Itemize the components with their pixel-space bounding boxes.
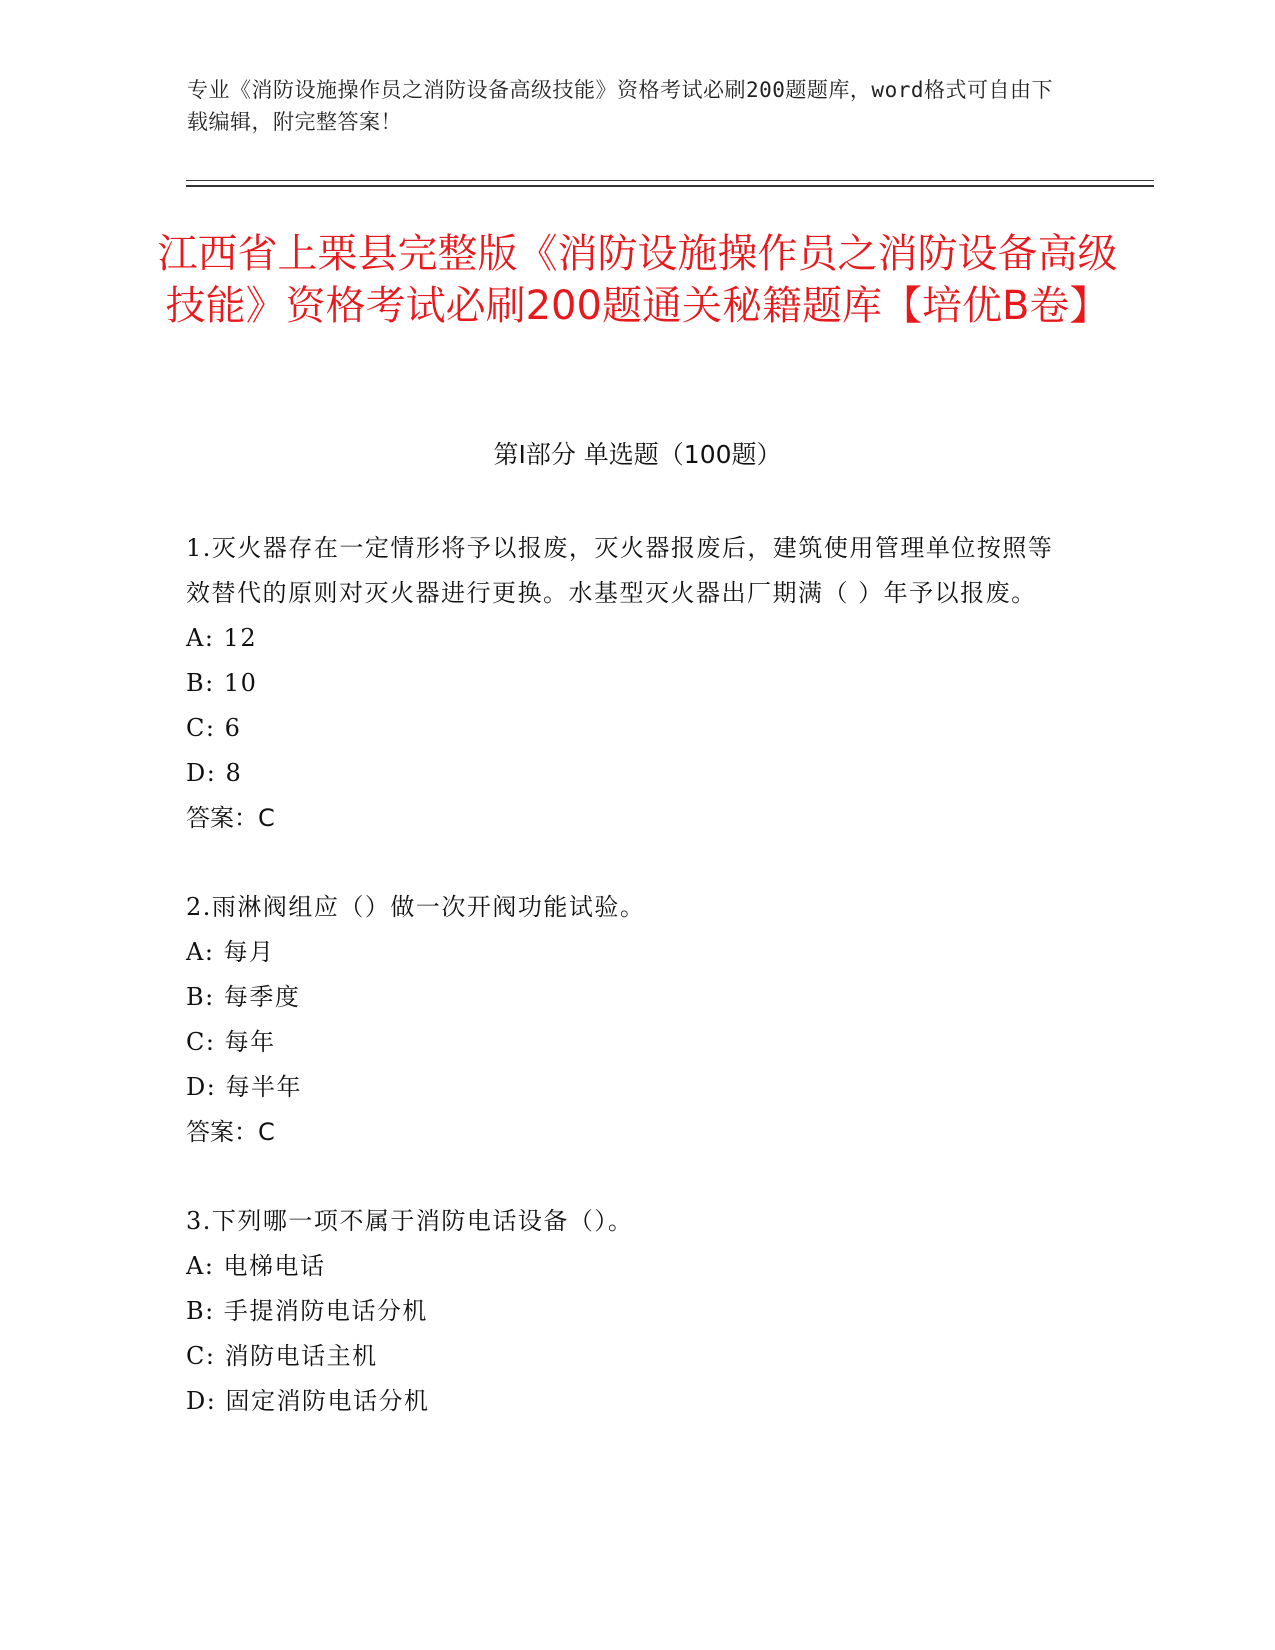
header-rule-thick bbox=[186, 185, 1154, 187]
document-title: 江西省上栗县完整版《消防设施操作员之消防设备高级技能》资格考试必刷200题通关秘籍题库【培优B卷】 bbox=[157, 231, 1118, 329]
answer: 答案：C bbox=[186, 804, 275, 832]
option-c: C: 消防电话主机 bbox=[186, 1342, 378, 1370]
option-d: D: 固定消防电话分机 bbox=[186, 1387, 430, 1415]
option-d: D: 8 bbox=[186, 759, 243, 787]
question-list bbox=[186, 526, 1066, 1468]
answer: 答案：C bbox=[186, 1118, 275, 1146]
option-c: C: 每年 bbox=[186, 1028, 276, 1056]
question-3 bbox=[186, 1199, 1066, 1424]
question-1 bbox=[186, 526, 1066, 841]
section-title: 第I部分 单选题（100题） bbox=[493, 440, 782, 469]
option-a: A: 12 bbox=[186, 624, 258, 652]
option-b: B: 每季度 bbox=[186, 983, 301, 1011]
option-c: C: 6 bbox=[186, 714, 242, 742]
option-b: B: 10 bbox=[186, 669, 258, 697]
option-a: A: 每月 bbox=[186, 938, 275, 966]
question-2 bbox=[186, 885, 1066, 1155]
question-stem: 2.雨淋阀组应（）做一次开阀功能试验。 bbox=[186, 893, 646, 921]
question-stem: 1.灭火器存在一定情形将予以报废，灭火器报废后，建筑使用管理单位按照等效替代的原则对灭火器进行更换。水基型灭火器出厂期满（ ）年予以报废。 bbox=[186, 534, 1054, 607]
header-note: 专业《消防设施操作员之消防设备高级技能》资格考试必刷200题题库，word格式可自由下载编辑，附完整答案！ bbox=[187, 78, 1053, 134]
question-stem: 3.下列哪一项不属于消防电话设备（）。 bbox=[186, 1207, 634, 1235]
header-rule-thin bbox=[186, 180, 1154, 181]
option-b: B: 手提消防电话分机 bbox=[186, 1297, 428, 1325]
option-d: D: 每半年 bbox=[186, 1073, 302, 1101]
option-a: A: 电梯电话 bbox=[186, 1252, 326, 1280]
